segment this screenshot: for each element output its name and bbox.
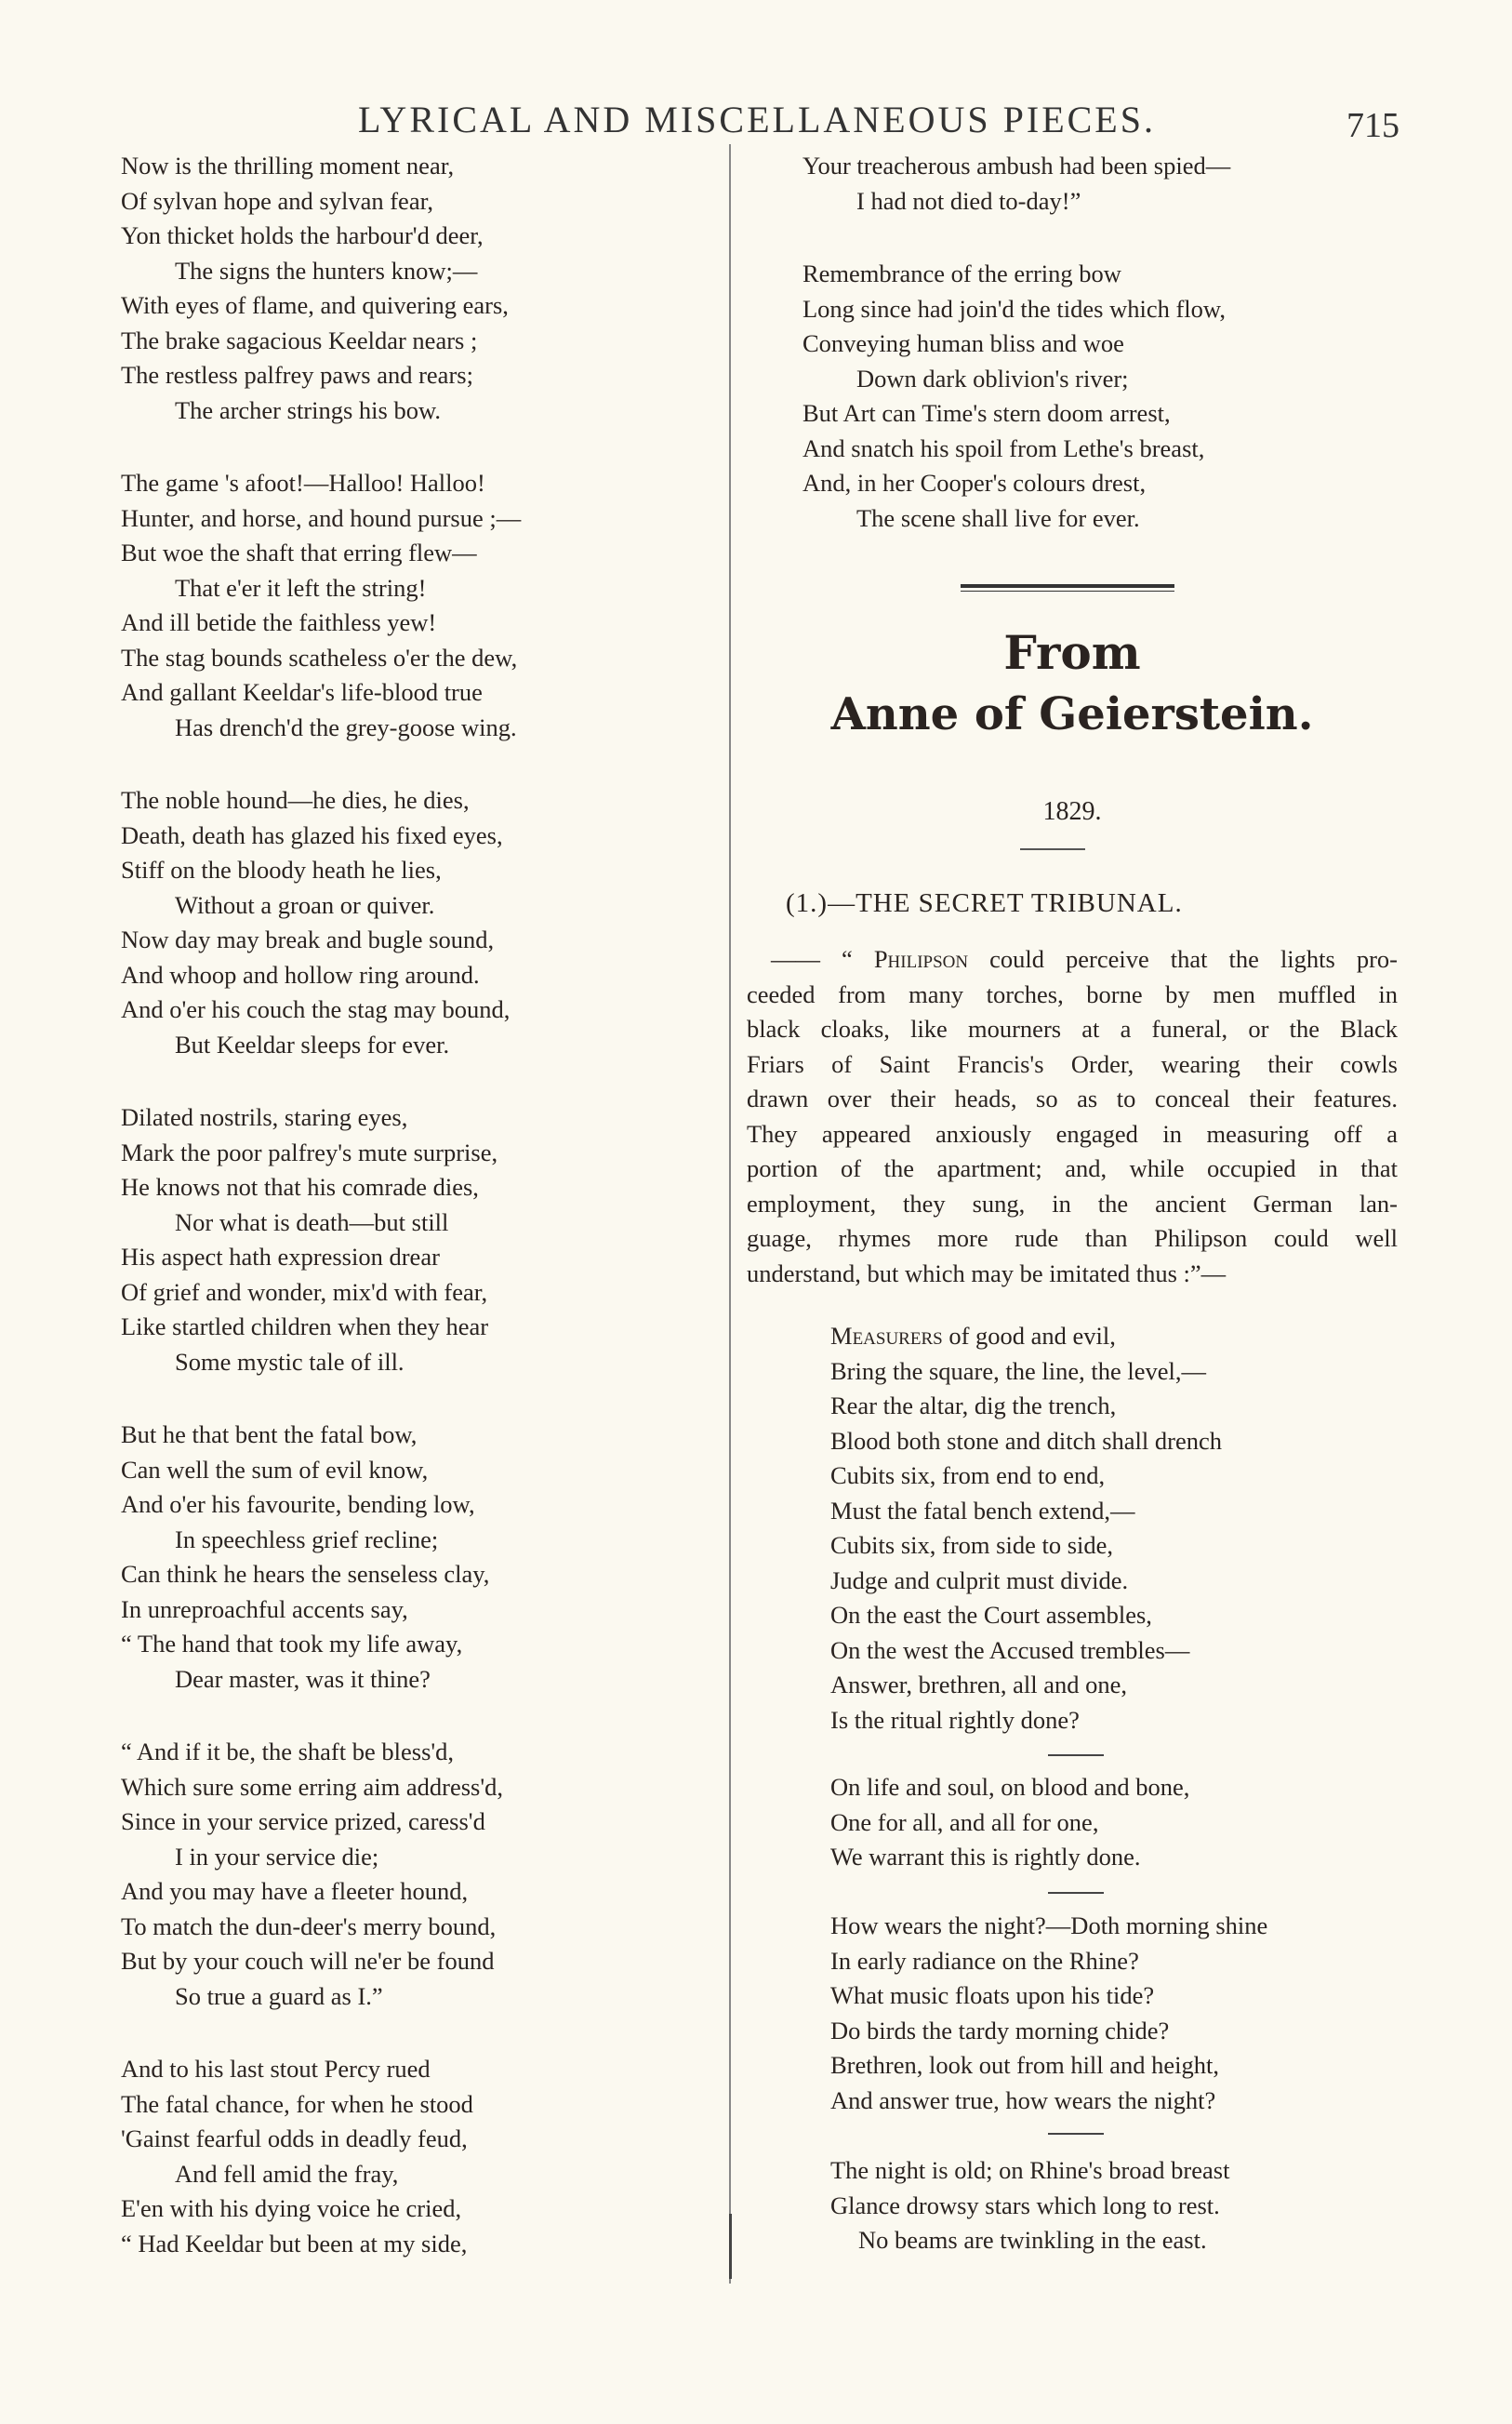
verse-line: Death, death has glazed his fixed eyes, bbox=[121, 820, 503, 849]
verse-line: Measurers of good and evil, bbox=[830, 1322, 1116, 1350]
verse-line: The archer strings his bow. bbox=[175, 395, 442, 424]
verse-line: Remembrance of the erring bow bbox=[802, 260, 1121, 287]
stanza-rule bbox=[1048, 1754, 1104, 1756]
prose-line: employment, they sung, in the ancient German lan- bbox=[747, 1189, 1398, 1218]
verse-line: Glance drowsy stars which long to rest. bbox=[830, 2191, 1220, 2219]
verse-line: I in your service die; bbox=[175, 1842, 379, 1871]
verse-line: Like startled children when they hear bbox=[121, 1312, 489, 1340]
verse-line: Which sure some erring aim address'd, bbox=[121, 1772, 503, 1801]
verse-line: The fatal chance, for when he stood bbox=[121, 2089, 473, 2118]
verse-line: Can well the sum of evil know, bbox=[121, 1455, 429, 1484]
verse-line: Nor what is death—but still bbox=[175, 1207, 449, 1236]
verse-line: Conveying human bliss and woe bbox=[802, 329, 1124, 357]
stanza bbox=[121, 1418, 679, 1697]
verse-line: That e'er it left the string! bbox=[175, 573, 427, 602]
verse-line: And, in her Cooper's colours drest, bbox=[802, 469, 1147, 497]
verse-line: And gallant Keeldar's life-blood true bbox=[121, 678, 483, 706]
verse-line: Since in your service prized, caress'd bbox=[121, 1807, 485, 1835]
verse-line: Brethren, look out from hill and height, bbox=[830, 2051, 1220, 2079]
verse-line: But Art can Time's stern doom arrest, bbox=[802, 399, 1171, 427]
verse-line: Cubits six, from side to side, bbox=[830, 1531, 1114, 1559]
verse-line: The scene shall live for ever. bbox=[856, 503, 1140, 532]
verse-line: Dear master, was it thine? bbox=[175, 1664, 431, 1693]
right-column-poem-ending bbox=[747, 149, 1398, 574]
heading-title: Anne of Geierstein. bbox=[830, 688, 1314, 740]
verse-line: 'Gainst fearful odds in deadly feud, bbox=[121, 2124, 468, 2152]
section-rule bbox=[961, 584, 1174, 592]
verse-line: Is the ritual rightly done? bbox=[830, 1705, 1080, 1734]
verse-line: And answer true, how wears the night? bbox=[830, 2085, 1216, 2114]
verse-line: “ Had Keeldar but been at my side, bbox=[121, 2229, 468, 2258]
stanza bbox=[121, 1735, 679, 2014]
verse-line: Your treacherous ambush had been spied— bbox=[802, 152, 1231, 180]
verse-line: On the east the Court assembles, bbox=[830, 1601, 1152, 1629]
heading-from: From bbox=[1003, 625, 1141, 680]
stanza bbox=[121, 783, 679, 1062]
verse-line: Cubits six, from end to end, bbox=[830, 1461, 1106, 1489]
stanza-rule bbox=[1048, 1892, 1104, 1894]
verse-line: But Keeldar sleeps for ever. bbox=[175, 1030, 450, 1059]
prose-line: black cloaks, like mourners at a funeral, or the Black bbox=[747, 1015, 1398, 1043]
verse-line: Now is the thrilling moment near, bbox=[121, 152, 455, 180]
verse-line: The signs the hunters know;— bbox=[175, 256, 478, 285]
chant-stanza-3 bbox=[830, 1909, 1407, 2118]
chant-stanza-4 bbox=[830, 2153, 1407, 2258]
verse-line: Judge and culprit must divide. bbox=[830, 1565, 1129, 1594]
verse-line: Now day may break and bugle sound, bbox=[121, 926, 495, 953]
verse-line: With eyes of flame, and quivering ears, bbox=[121, 291, 509, 319]
verse-line: Mark the poor palfrey's mute surprise, bbox=[121, 1138, 498, 1166]
chant-stanza-2 bbox=[830, 1770, 1407, 1875]
prose-line: understand, but which may be imitated thus :”— bbox=[747, 1259, 1227, 1287]
verse-line: Yon thicket holds the harbour'd deer, bbox=[121, 221, 484, 249]
column-divider bbox=[729, 144, 731, 2284]
verse-line: And snatch his spoil from Lethe's breast, bbox=[802, 433, 1205, 462]
verse-line: I had not died to-day!” bbox=[856, 186, 1081, 215]
stanza bbox=[121, 466, 679, 745]
verse-line: Answer, brethren, all and one, bbox=[830, 1671, 1128, 1698]
prose-line: ceeded from many torches, borne by men muffled in bbox=[747, 979, 1398, 1008]
prose-passage bbox=[747, 942, 1398, 1291]
prose-line: —— “ Philipson could perceive that the lights pro- bbox=[771, 945, 1399, 973]
verse-line: The game 's afoot!—Halloo! Halloo! bbox=[121, 469, 485, 497]
verse-line: But woe the shaft that erring flew— bbox=[121, 539, 477, 566]
verse-line: The night is old; on Rhine's broad breast bbox=[830, 2156, 1230, 2184]
poem-closing-stanza bbox=[802, 257, 1398, 536]
verse-line: And to his last stout Percy rued bbox=[121, 2055, 431, 2083]
verse-line: Of sylvan hope and sylvan fear, bbox=[121, 186, 433, 215]
verse-line: Blood both stone and ditch shall drench bbox=[830, 1426, 1222, 1455]
verse-line: Of grief and wonder, mix'd with fear, bbox=[121, 1277, 488, 1306]
verse-line: E'en with his dying voice he cried, bbox=[121, 2194, 462, 2222]
verse-line: And whoop and hollow ring around. bbox=[121, 960, 480, 989]
prose-line: drawn over their heads, so as to conceal their features. bbox=[747, 1085, 1398, 1112]
verse-line: Without a groan or quiver. bbox=[175, 890, 435, 919]
year: 1829. bbox=[1042, 797, 1102, 826]
verse-line: Down dark oblivion's river; bbox=[856, 364, 1129, 393]
verse-line: But by your couch will ne'er be found bbox=[121, 1947, 495, 1975]
verse-line: And o'er his couch the stag may bound, bbox=[121, 995, 511, 1023]
verse-line: No beams are twinkling in the east. bbox=[858, 2226, 1207, 2254]
verse-line: But he that bent the fatal bow, bbox=[121, 1420, 418, 1448]
column-divider-bottom bbox=[729, 2214, 732, 2279]
verse-line: He knows not that his comrade dies, bbox=[121, 1173, 479, 1201]
verse-line: And you may have a fleeter hound, bbox=[121, 1877, 469, 1905]
verse-line: Bring the square, the line, the level,— bbox=[830, 1356, 1207, 1385]
verse-line: Long since had join'd the tides which flow, bbox=[802, 294, 1226, 323]
running-title: LYRICAL AND MISCELLANEOUS PIECES. bbox=[358, 99, 1156, 140]
verse-line: “ The hand that took my life away, bbox=[121, 1630, 463, 1658]
verse-line: In early radiance on the Rhine? bbox=[830, 1946, 1139, 1975]
left-column-poem bbox=[121, 149, 679, 2299]
verse-line: Dilated nostrils, staring eyes, bbox=[121, 1103, 408, 1131]
verse-line: The restless palfrey paws and rears; bbox=[121, 361, 473, 389]
verse-line: “ And if it be, the shaft be bless'd, bbox=[121, 1738, 455, 1765]
prose-line: They appeared anxiously engaged in measuring off a bbox=[747, 1119, 1398, 1148]
verse-line: And fell amid the fray, bbox=[175, 2159, 399, 2188]
verse-line: His aspect hath expression drear bbox=[121, 1243, 440, 1271]
verse-line: How wears the night?—Doth morning shine bbox=[830, 1911, 1268, 1939]
chant-stanza-1 bbox=[830, 1319, 1407, 1738]
verse-line: Some mystic tale of ill. bbox=[175, 1347, 405, 1376]
verse-line: The stag bounds scatheless o'er the dew, bbox=[121, 643, 518, 672]
verse-line: Stiff on the bloody heath he lies, bbox=[121, 856, 442, 884]
prose-line: portion of the apartment; and, while occupied in that bbox=[747, 1154, 1398, 1182]
verse-line: And o'er his favourite, bending low, bbox=[121, 1490, 475, 1518]
stanza bbox=[121, 2052, 679, 2261]
stanza-rule bbox=[1048, 2133, 1104, 2135]
verse-line: Hunter, and horse, and hound pursue ;— bbox=[121, 503, 522, 532]
verse-line: And ill betide the faithless yew! bbox=[121, 608, 437, 636]
prose-line: Friars of Saint Francis's Order, wearing their cowls bbox=[747, 1049, 1398, 1078]
poem-continued-stanza bbox=[802, 149, 1398, 219]
ornament-dash bbox=[1020, 848, 1085, 850]
verse-line: On life and soul, on blood and bone, bbox=[830, 1773, 1190, 1801]
verse-line: Must the fatal bench extend,— bbox=[830, 1496, 1135, 1525]
verse-line: To match the dun-deer's merry bound, bbox=[121, 1911, 497, 1940]
section-title: (1.)—THE SECRET TRIBUNAL. bbox=[786, 888, 1183, 918]
page-number: 715 bbox=[1346, 106, 1399, 145]
verse-line: One for all, and all for one, bbox=[830, 1807, 1099, 1836]
verse-line: The noble hound—he dies, he dies, bbox=[121, 786, 470, 814]
stanza bbox=[121, 1100, 679, 1379]
verse-line: The brake sagacious Keeldar nears ; bbox=[121, 326, 478, 354]
verse-line: Has drench'd the grey-goose wing. bbox=[175, 713, 517, 741]
verse-line: Rear the altar, dig the trench, bbox=[830, 1392, 1117, 1419]
verse-line: Can think he hears the senseless clay, bbox=[121, 1560, 490, 1588]
verse-line: We warrant this is rightly done. bbox=[830, 1843, 1141, 1871]
stanza bbox=[121, 149, 679, 428]
prose-line: guage, rhymes more rude than Philipson could well bbox=[747, 1224, 1398, 1252]
page-header bbox=[0, 98, 1512, 144]
verse-line: Do birds the tardy morning chide? bbox=[830, 2016, 1170, 2044]
verse-line: So true a guard as I.” bbox=[175, 1981, 383, 2010]
verse-line: On the west the Accused trembles— bbox=[830, 1635, 1190, 1664]
verse-line: In speechless grief recline; bbox=[175, 1525, 439, 1553]
verse-line: What music floats upon his tide? bbox=[830, 1981, 1155, 2009]
verse-line: In unreproachful accents say, bbox=[121, 1594, 408, 1623]
